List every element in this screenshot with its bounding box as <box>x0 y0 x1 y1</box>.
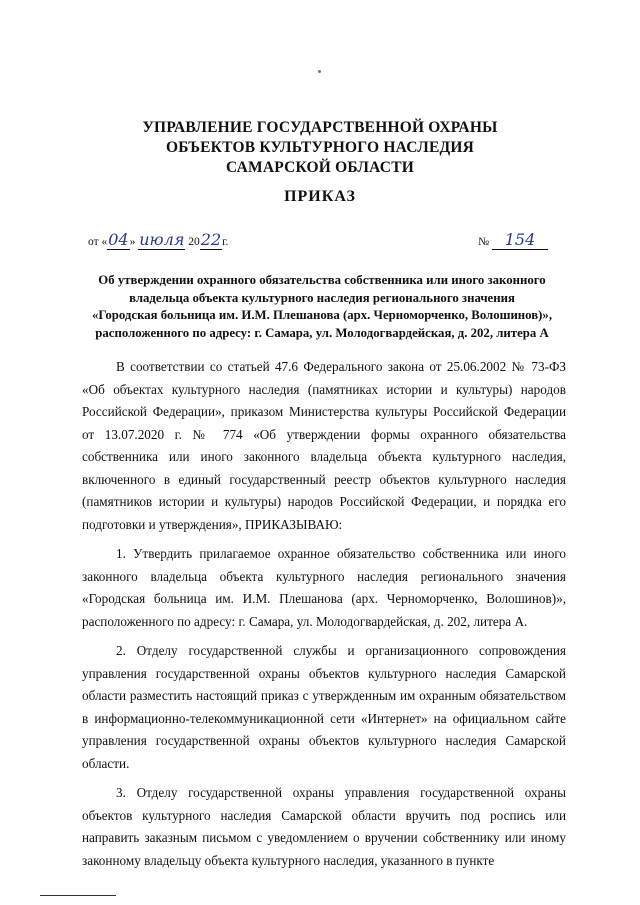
date-month: июля <box>139 230 185 249</box>
date-year: 22 <box>200 230 222 249</box>
org-header <box>90 118 550 178</box>
footer-rule <box>40 895 116 896</box>
date-mid: » <box>129 236 136 248</box>
order-subject <box>78 272 566 342</box>
date-day: 04 <box>108 230 129 249</box>
document-type-title: ПРИКАЗ <box>284 188 356 205</box>
subject-line-4: расположенного по адресу: г. Самара, ул. Молодогвардейская, д. 202, литера А <box>95 325 549 340</box>
item-1-paragraph: 1. Утвердить прилагаемое охранное обязательство собственника или иного законного владельца объекта культурного наследия регионального значения «Городская больница им. И.М. Плешанова (арх. Черноморченко, Волошинов)», расположенного по адресу: г. Самара, ул. Молодогвардейская, д. 202, литера А. <box>82 546 566 629</box>
date-suffix: г. <box>222 236 229 248</box>
date-prefix: от « <box>88 236 108 248</box>
subject-line-1: Об утверждении охранного обязательства собственника или иного законного <box>98 273 546 287</box>
item-2-paragraph: 2. Отделу государственной службы и организационного сопровождения управления государственной охраны объектов культурного наследия Самарской области разместить настоящий приказ с утвержденным им охранным обязательством в информационно-телекоммуникационной сети «Интернет» на официальном сайте управления государственной охраны объектов культурного наследия Самарской области. <box>82 643 566 771</box>
org-line-3: САМАРСКОЙ ОБЛАСТИ <box>225 159 414 176</box>
preamble-paragraph: В соответствии со статьей 47.6 Федерального закона от 25.06.2002 № 73-ФЗ «Об объектах культурного наследия (памятниках истории и культуры) народов Российской Федерации», приказом Министерства культуры Российской Федерации от 13.07.2020 г. № 774 «Об утверждении формы охранного обязательства собственника или иного законного владельца объекта культурного наследия, включенного в единый государственный реестр объектов культурного наследия (памятников истории и культуры) народов Российской Федерации, и порядка его подготовки и утверждения», ПРИКАЗЫВАЮ: <box>82 359 566 532</box>
number-label: № <box>478 236 490 248</box>
order-date <box>88 230 228 249</box>
subject-line-2: владельца объекта культурного наследия регионального значения <box>129 290 515 305</box>
order-body <box>82 356 566 879</box>
subject-line-3: «Городская больница им. И.М. Плешанова (арх. Черноморченко, Волошинов)», <box>91 308 553 322</box>
date-number-row <box>88 226 548 250</box>
scan-dot <box>318 70 321 73</box>
org-line-1: УПРАВЛЕНИЕ ГОСУДАРСТВЕННОЙ ОХРАНЫ <box>142 119 498 136</box>
number-value: 154 <box>492 230 548 250</box>
item-3-paragraph: 3. Отделу государственной охраны управления государственной охраны объектов культурного наследия Самарской области вручить под роспись или направить заказным письмом с уведомлением о вручении собственнику или иному законному владельцу объекта культурного наследия, указанного в пункте <box>82 785 566 868</box>
org-line-2: ОБЪЕКТОВ КУЛЬТУРНОГО НАСЛЕДИЯ <box>165 139 475 156</box>
order-number <box>478 230 548 250</box>
date-year-prefix: 20 <box>188 236 200 248</box>
